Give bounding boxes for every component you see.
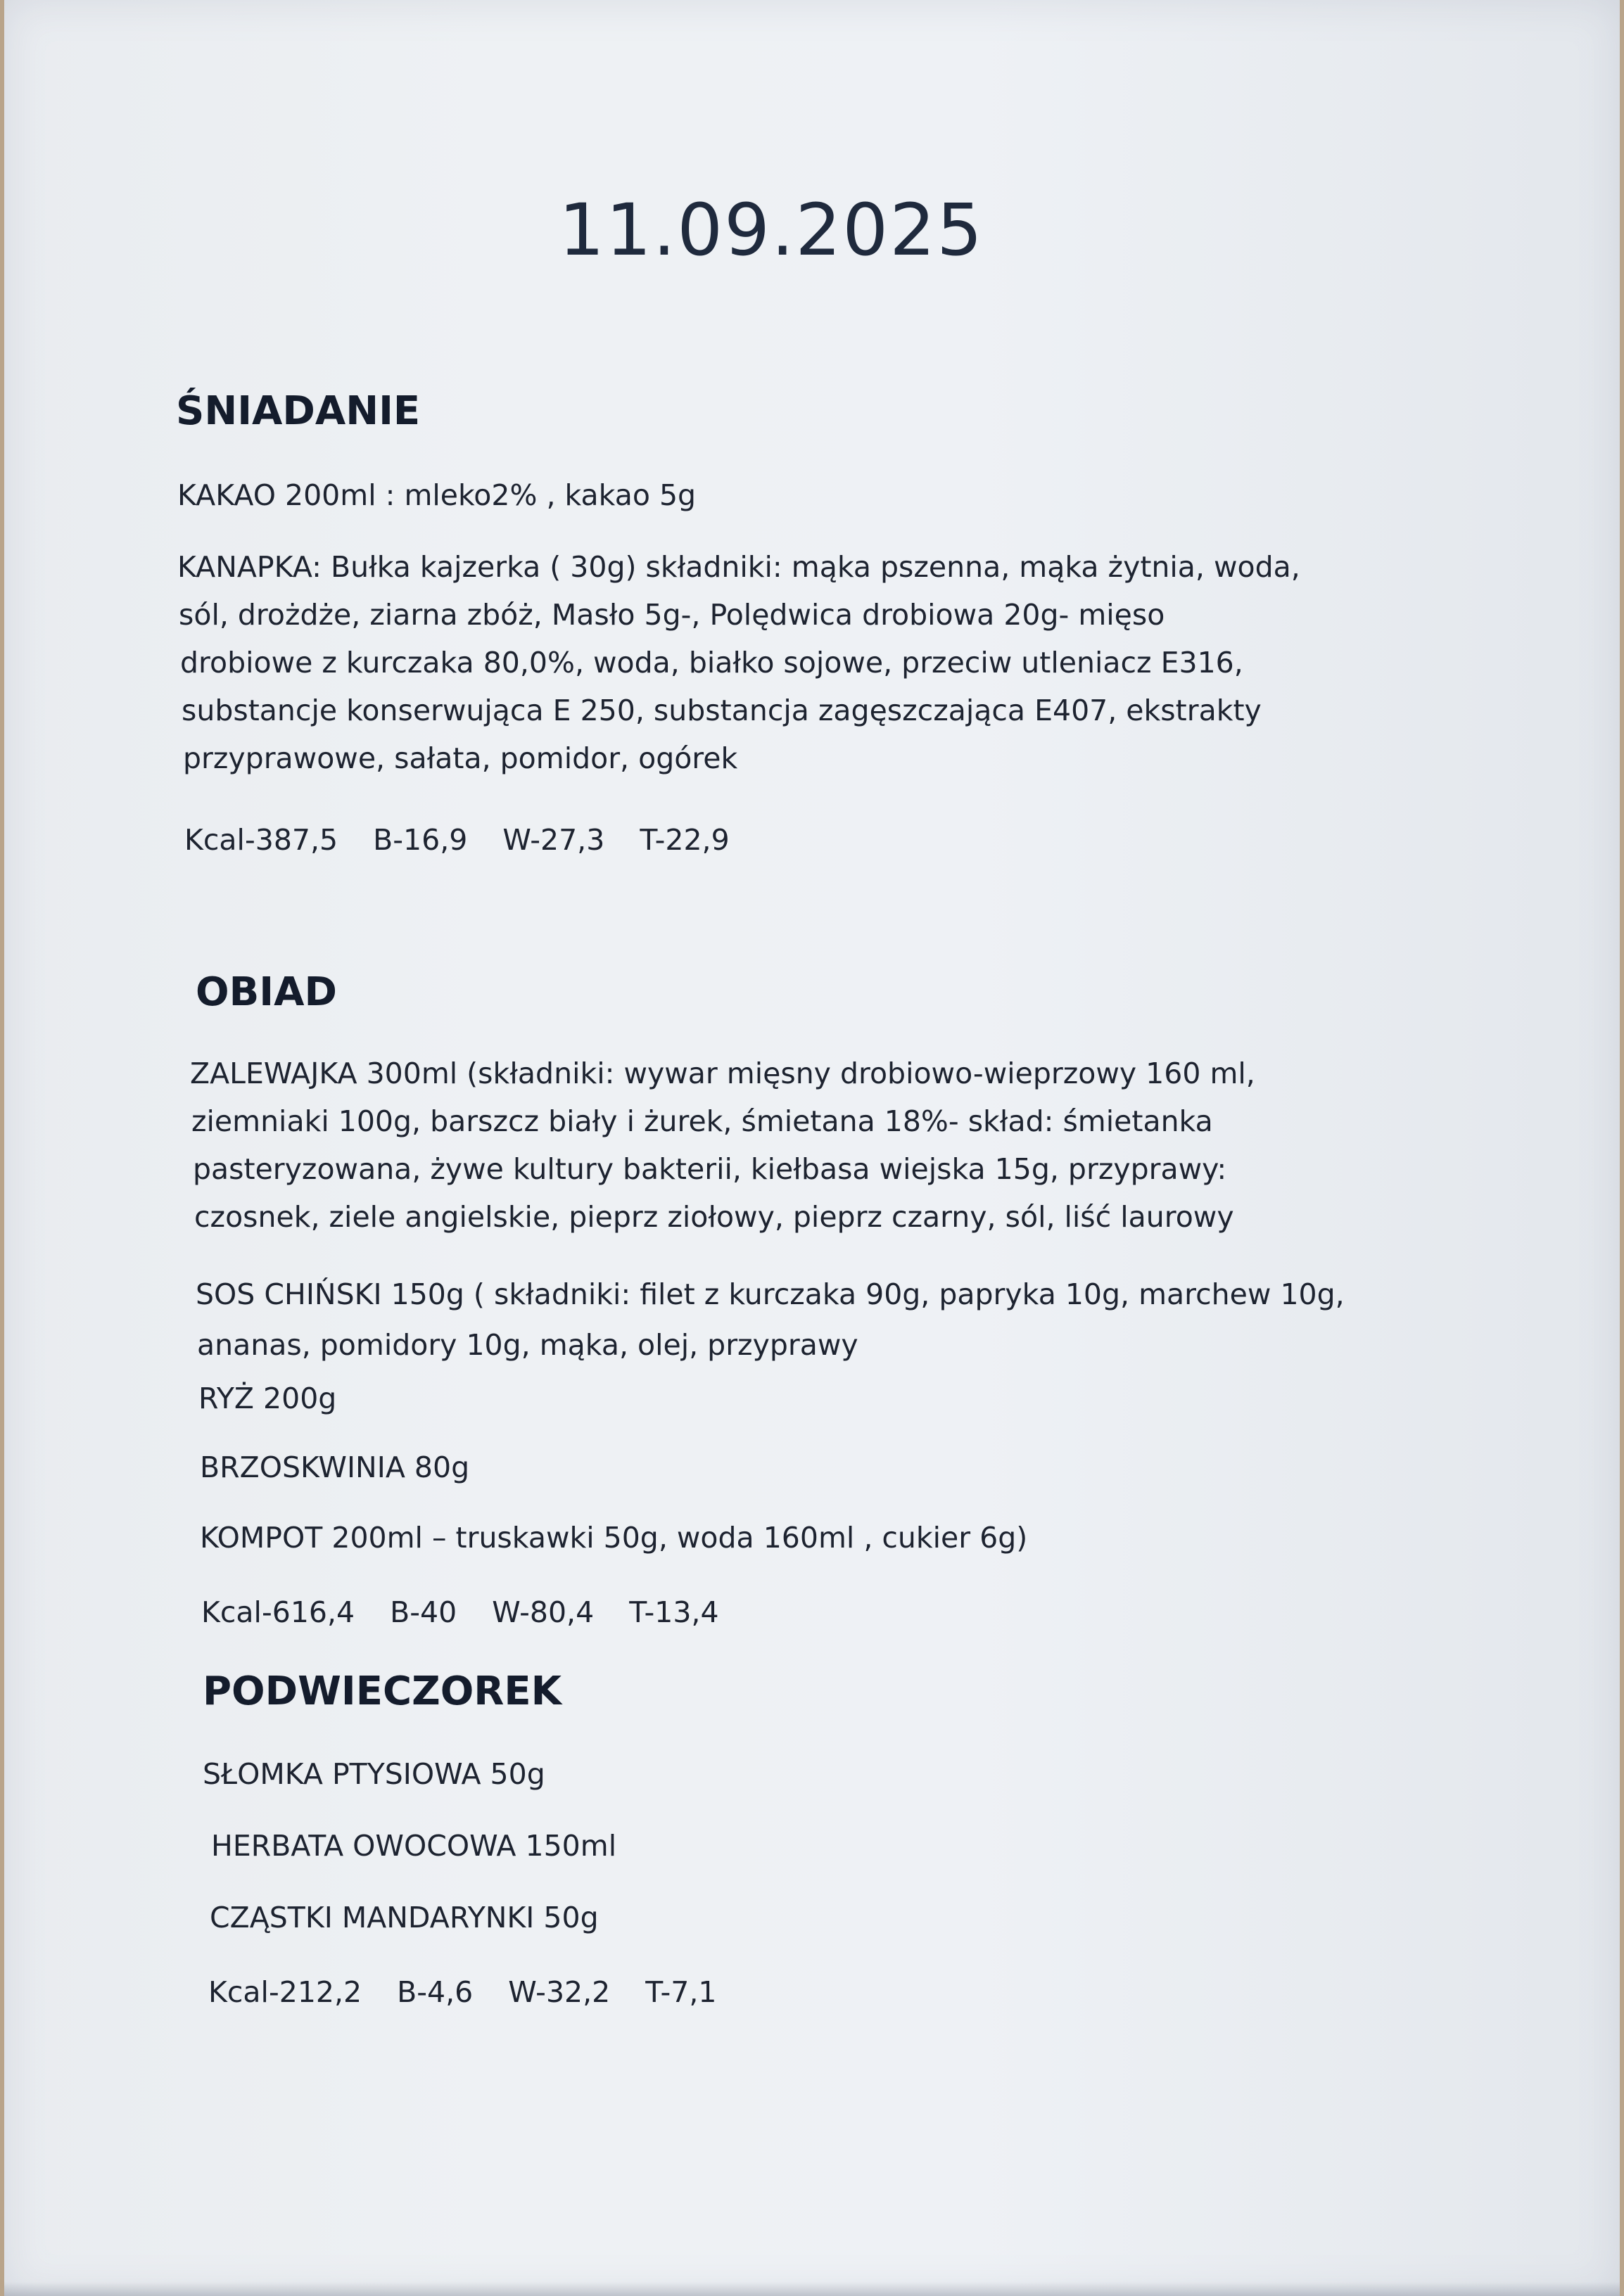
breakfast-sandwich-line: substancje konserwująca E 250, substancja zagęszczająca E407, ekstrakty <box>182 694 1262 727</box>
snack-item: SŁOMKA PTYSIOWA 50g <box>203 1757 545 1791</box>
breakfast-cocoa: KAKAO 200ml : mleko2% , kakao 5g <box>177 478 697 512</box>
lunch-fat: T-13,4 <box>629 1595 719 1629</box>
snack-fat: T-7,1 <box>645 1975 717 2009</box>
breakfast-sandwich-line: KANAPKA: Bułka kajzerka ( 30g) składniki: mąka pszenna, mąka żytnia, woda, <box>177 550 1300 584</box>
lunch-sauce-line: ananas, pomidory 10g, mąka, olej, przyprawy <box>197 1328 858 1362</box>
snack-item: HERBATA OWOCOWA 150ml <box>211 1829 617 1863</box>
snack-title: PODWIECZOREK <box>203 1669 562 1714</box>
lunch-soup-line: pasteryzowana, żywe kultury bakterii, kiełbasa wiejska 15g, przyprawy: <box>193 1152 1227 1186</box>
breakfast-kcal: Kcal-387,5 <box>184 823 338 857</box>
breakfast-sandwich-line: sól, drożdże, ziarna zbóż, Masło 5g-, Polędwica drobiowa 20g- mięso <box>179 598 1165 632</box>
snack-macros <box>208 1970 752 2015</box>
breakfast-sandwich-line: drobiowe z kurczaka 80,0%, woda, białko sojowe, przeciw utleniacz E316, <box>180 646 1243 680</box>
snack-kcal: Kcal-212,2 <box>208 1975 362 2009</box>
lunch-soup-line: ZALEWAJKA 300ml (składniki: wywar mięsny drobiowo-wieprzowy 160 ml, <box>190 1057 1255 1090</box>
lunch-compote: KOMPOT 200ml – truskawki 50g, woda 160ml , cukier 6g) <box>200 1521 1028 1555</box>
lunch-sauce-line: SOS CHIŃSKI 150g ( składniki: filet z kurczaka 90g, papryka 10g, marchew 10g, <box>196 1277 1345 1311</box>
lunch-macros <box>201 1590 754 1635</box>
lunch-peach: BRZOSKWINIA 80g <box>200 1450 470 1484</box>
snack-item: CZĄSTKI MANDARYNKI 50g <box>210 1901 599 1934</box>
breakfast-macros <box>184 817 765 862</box>
lunch-kcal: Kcal-616,4 <box>201 1595 355 1629</box>
paper-bottom-edge <box>4 2282 1620 2296</box>
breakfast-carbs: W-27,3 <box>502 823 605 857</box>
menu-sheet <box>4 0 1620 2296</box>
menu-date: 11.09.2025 <box>558 189 984 272</box>
lunch-title: OBIAD <box>196 969 337 1015</box>
snack-carbs: W-32,2 <box>508 1975 611 2009</box>
lunch-rice: RYŻ 200g <box>198 1382 337 1415</box>
breakfast-title: ŚNIADANIE <box>176 388 421 434</box>
snack-protein: B-4,6 <box>397 1975 474 2009</box>
lunch-protein: B-40 <box>390 1595 457 1629</box>
breakfast-fat: T-22,9 <box>640 823 730 857</box>
lunch-soup-line: ziemniaki 100g, barszcz biały i żurek, śmietana 18%- skład: śmietanka <box>191 1104 1213 1138</box>
breakfast-sandwich-line: przyprawowe, sałata, pomidor, ogórek <box>183 741 738 775</box>
breakfast-protein: B-16,9 <box>373 823 468 857</box>
lunch-carbs: W-80,4 <box>492 1595 595 1629</box>
lunch-soup-line: czosnek, ziele angielskie, pieprz ziołowy, pieprz czarny, sól, liść laurowy <box>194 1200 1234 1234</box>
